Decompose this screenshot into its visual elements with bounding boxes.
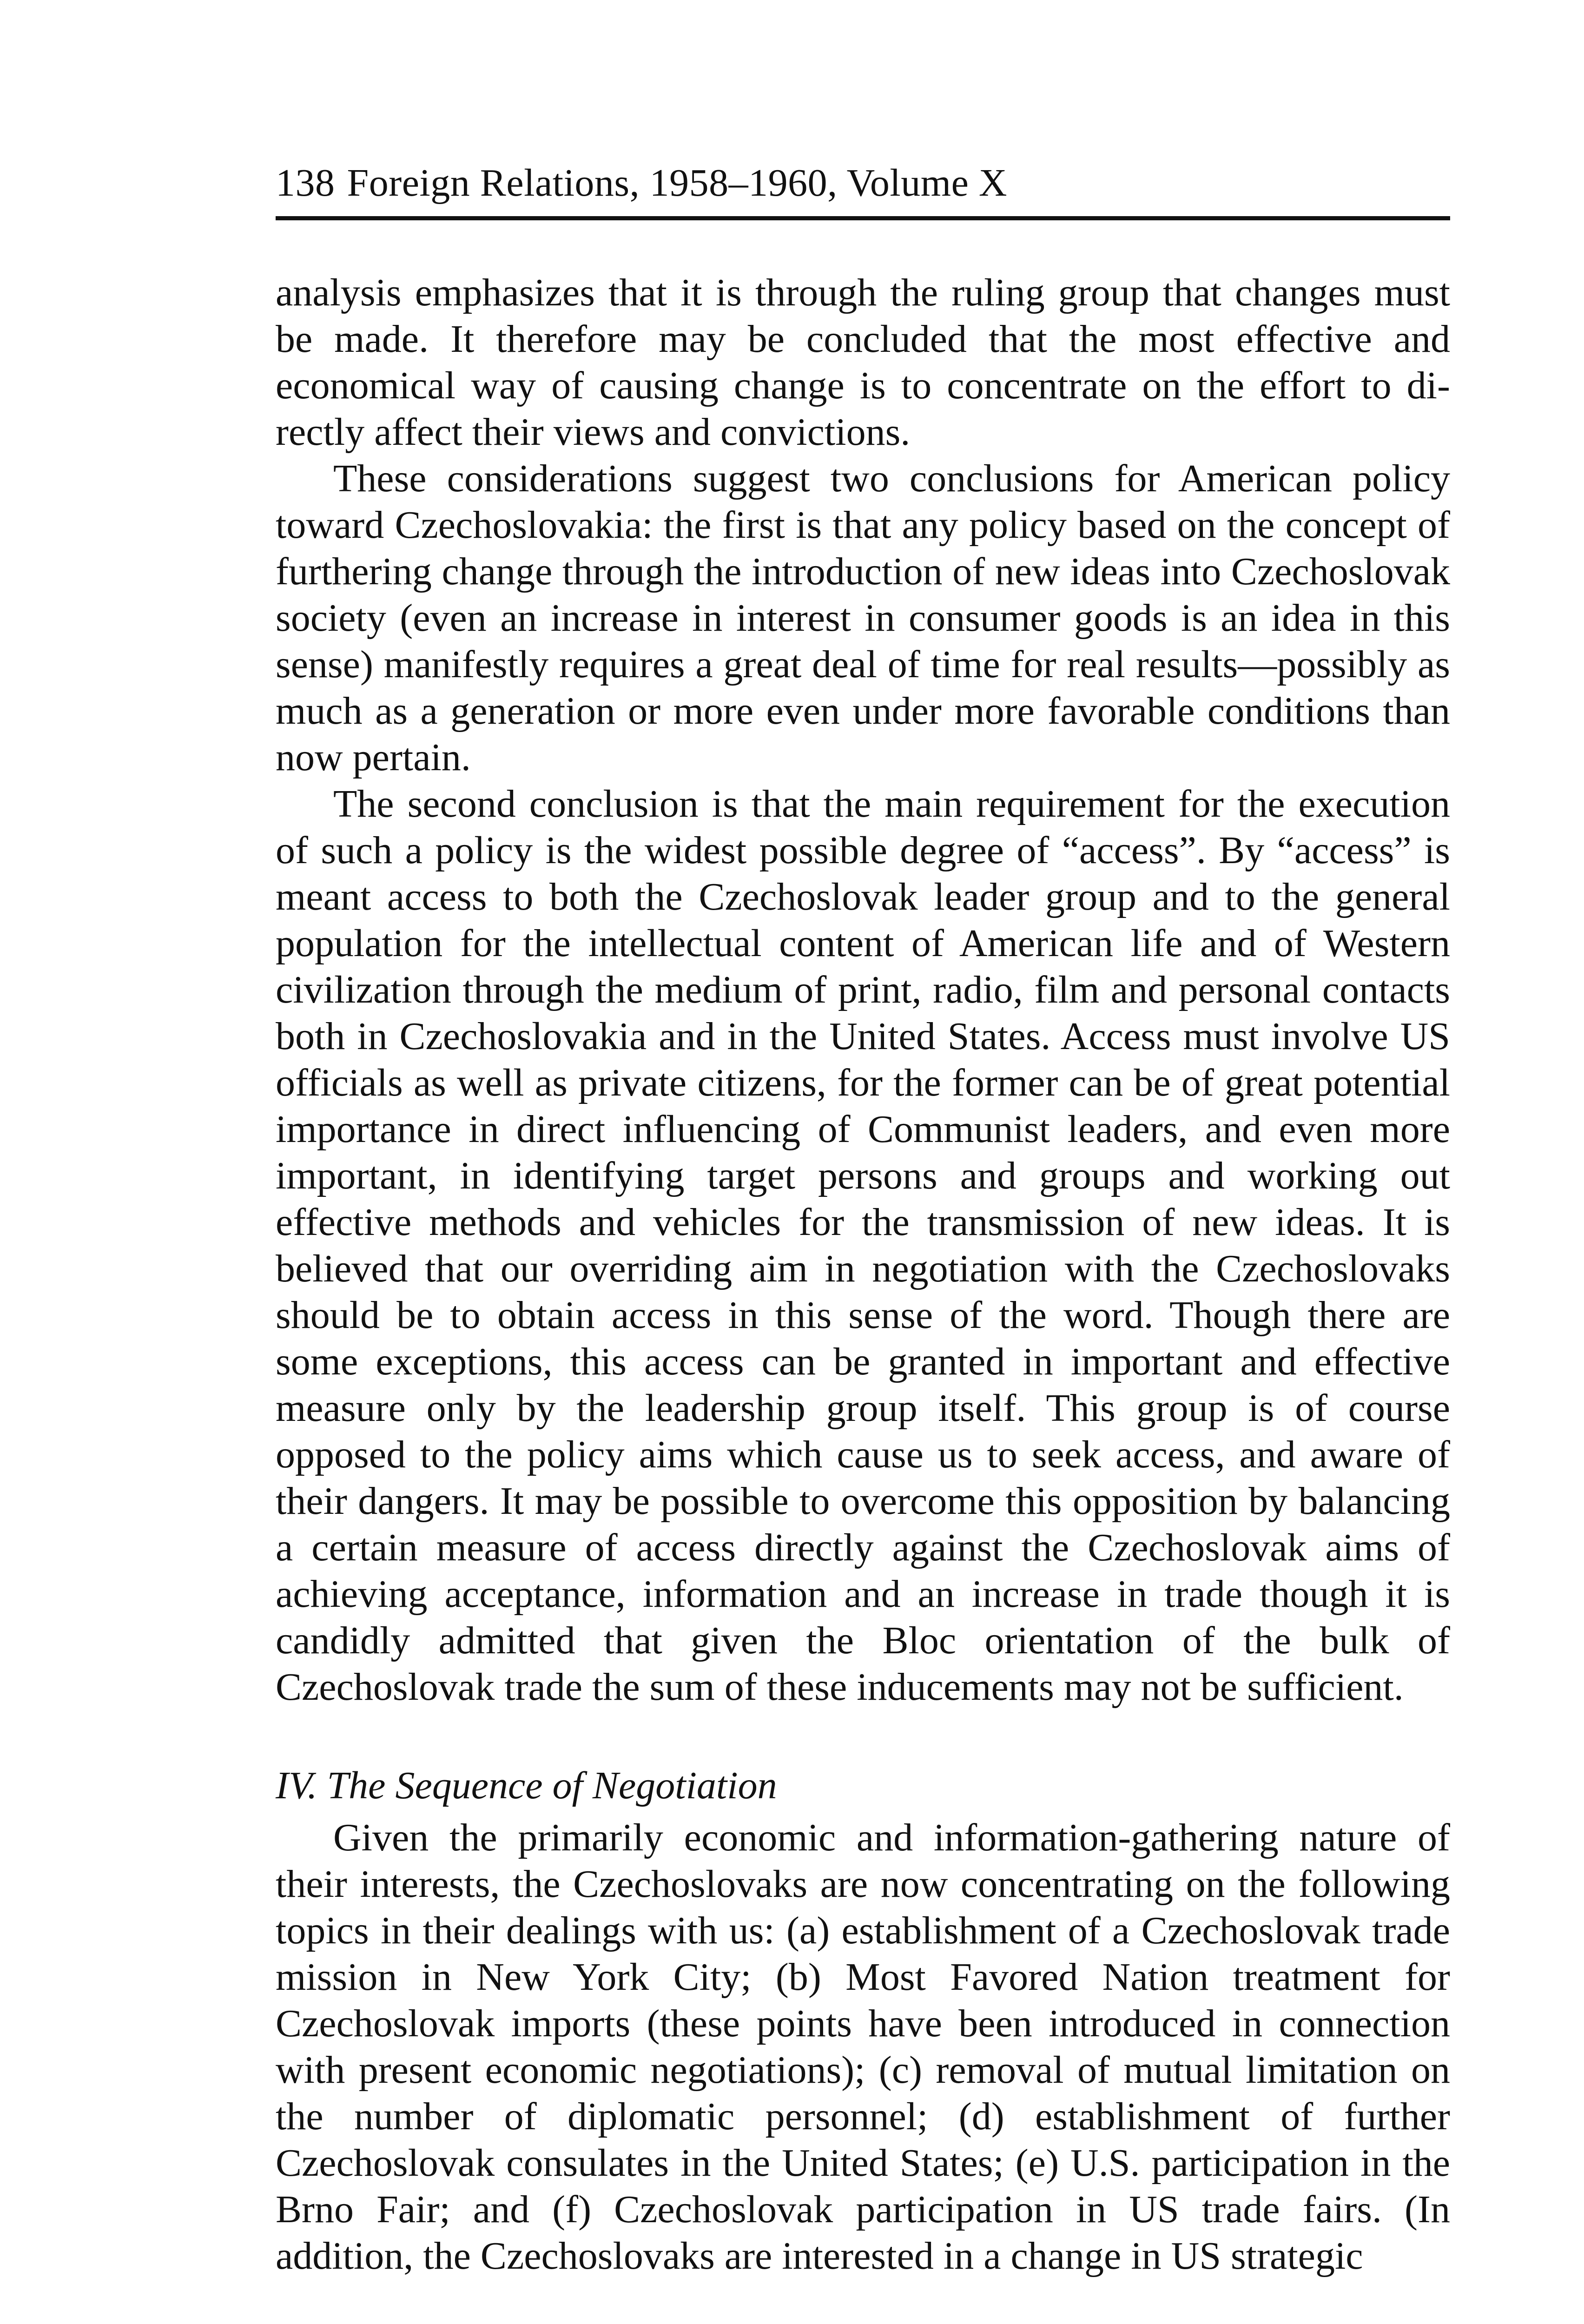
running-head (276, 158, 1450, 239)
paragraph-1: analysis emphasizes that it is through the ruling group that changes must be made. It therefore may be concluded that the most effective and economical way of causing change is to concentrate on the effort to directly affect their views and convictions. (276, 271, 1450, 454)
paragraph-2: These considerations suggest two conclusions for American policy toward Czechoslovakia: the first is that any policy based on the concept of furthering change through the introduction of new ideas into Czechoslovak society (even an increase in interest in consumer goods is an idea in this sense) manifestly requires a great deal of time for real results—possibly as much as a generation or more even under more favorable conditions than now pertain. (276, 457, 1450, 779)
header-rule (276, 216, 1450, 220)
running-head-text (276, 160, 1019, 205)
section-heading: IV. The Sequence of Negotiation (276, 1764, 777, 1807)
page-number: 138 (276, 161, 335, 205)
document-body (276, 270, 1450, 2279)
publication-title: Foreign Relations, 1958–1960, Volume X (347, 161, 1008, 205)
paragraph-3: The second conclusion is that the main requirement for the execution of such a policy is the widest possible degree of “access”. By “access” is meant access to both the Czechoslovak leader group and to the general population for the intellectual content of American life and of Western civilization through the medium of print, radio, film and personal contacts both in Czechoslovakia and in the United States. Access must involve US officials as well as private citizens, for the former can be of great potential importance in direct influencing of Communist leaders, and even more important, in identifying target persons and groups and working out effective methods and vehicles for the transmission of new ideas. It is believed that our overriding aim in negotiation with the Czechoslovaks should be to obtain access in this sense of the word. Though there are some exceptions, this access can be granted in important and effective measure only by the leadership group itself. This group is of course opposed to the policy aims which cause us to seek access, and aware of their dangers. It may be possible to overcome this opposition by balancing a certain measure of access directly against the Czechoslovak aims of achieving acceptance, information and an increase in trade though it is candidly admitted that given the Bloc orientation of the bulk of Czechoslovak trade the sum of these inducements may not be sufficient. (276, 782, 1450, 1709)
section-paragraph: Given the primarily economic and information-gathering nature of their interests, the Czechoslovaks are now concentrating on the following topics in their dealings with us: (a) establishment of a Czechoslovak trade mission in New York City; (b) Most Favored Nation treatment for Czechoslovak imports (these points have been introduced in connection with present economic negotiations); (c) removal of mutual limitation on the number of diplomatic personnel; (d) establishment of further Czechoslovak consulates in the United States; (e) U.S. participation in the Brno Fair; and (f) Czechoslovak participation in US trade fairs. (In addition, the Czechoslovaks are interested in a change in US strategic (276, 1816, 1450, 2278)
